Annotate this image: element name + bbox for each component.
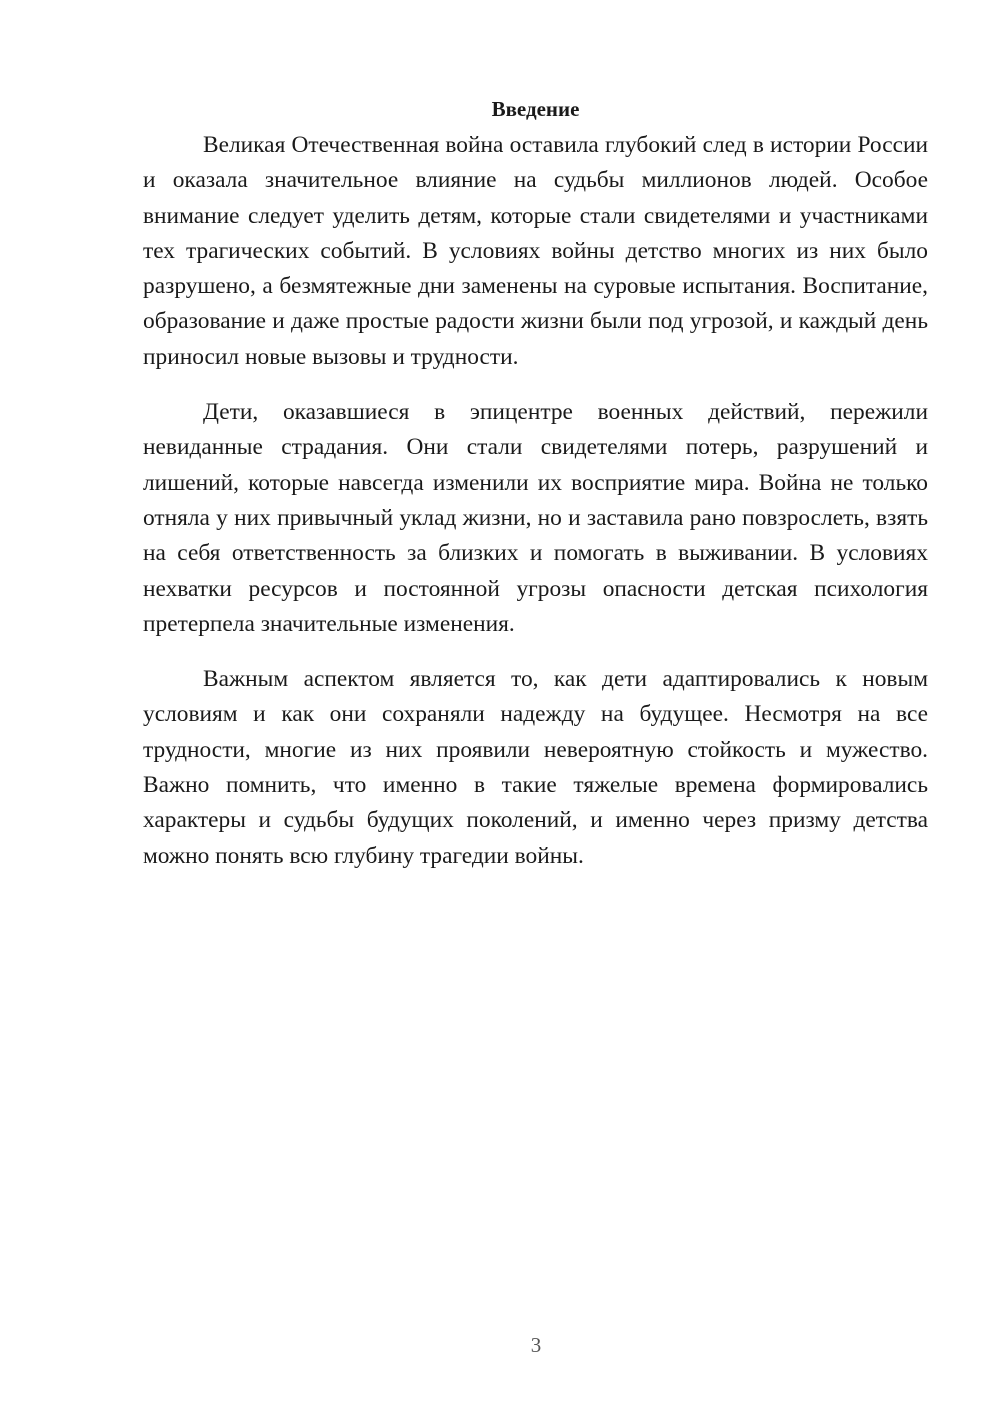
- page-content: [143, 94, 928, 894]
- paragraph-3: Важным аспектом является то, как дети адаптировались к новым условиям и как они сохраняли надежду на будущее. Несмотря на все трудности, многие из них проявили невероятную стойкость и мужество. Важно помнить, что именно в такие тяжелые времена формировались характеры и судьбы будущих поколений, и именно через призму детства можно понять всю глубину трагедии войны.: [143, 666, 928, 869]
- paragraph-1: Великая Отечественная война оставила глубокий след в истории России и оказала значительное влияние на судьбы миллионов людей. Особое внимание следует уделить детям, которые стали свидетелями и участниками тех трагических событий. В условиях войны детство многих из них было разрушено, а безмятежные дни заменены на суровые испытания. Воспитание, образование и даже простые радости жизни были под угрозой, и каждый день приносил новые вызовы и трудности.: [143, 132, 928, 370]
- paragraph-2: Дети, оказавшиеся в эпицентре военных действий, пережили невиданные страдания. Они стали свидетелями потерь, разрушений и лишений, которые навсегда изменили их восприятие мира. Война не только отняла у них привычный уклад жизни, но и заставила рано повзрослеть, взять на себя ответственность за близких и помогать в выживании. В условиях нехватки ресурсов и постоянной угрозы опасности детская психология претерпела значительные изменения.: [143, 399, 928, 637]
- section-heading: Введение: [491, 97, 580, 121]
- page-number: 3: [530, 1333, 542, 1357]
